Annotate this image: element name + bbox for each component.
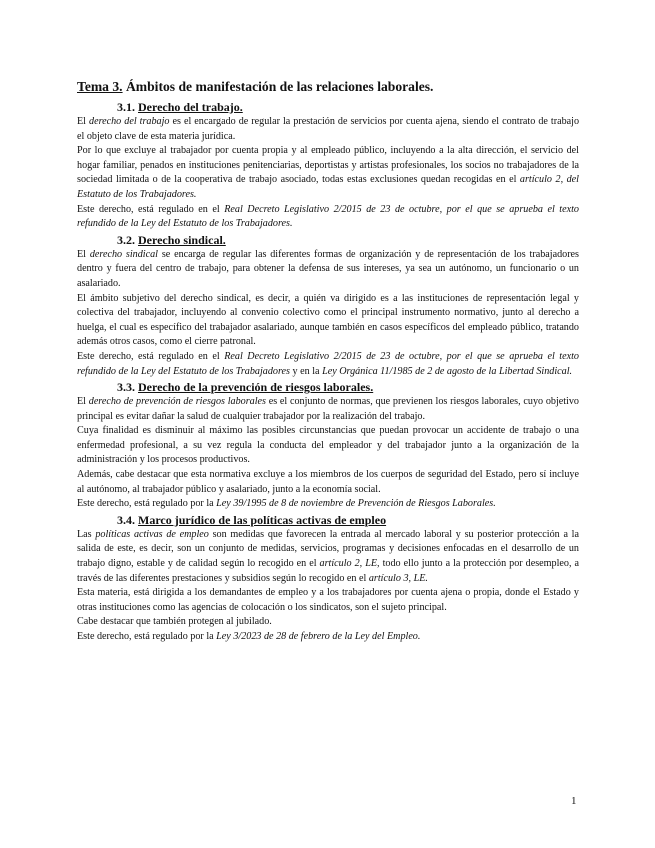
section-title: Derecho de la prevención de riesgos laborales. xyxy=(138,380,374,395)
paragraph-text: y en la xyxy=(290,365,323,377)
body-paragraph xyxy=(77,586,579,615)
section-number: 3.2. xyxy=(117,232,135,247)
paragraph-text: Además, cabe destacar que esta normativa excluye a los miembros de los cuerpos de seguridad del Estado, pero sí incluye al autónomo, al trabajador público y asalariado, junto a la economía social. xyxy=(77,469,579,495)
section-number: 3.1. xyxy=(117,100,135,114)
title-prefix: Tema 3. xyxy=(77,79,123,94)
paragraph-text: es el encargado de regular la prestación de servicios por cuenta ajena, siendo el contrato de trabajo el objeto clave de esta materia jurídica. xyxy=(77,116,580,142)
section-heading xyxy=(77,232,579,248)
legal-reference-text: artículo 2, del Estatuto de los Trabajadores. xyxy=(77,174,579,200)
title-text: Ámbitos de manifestación de las relaciones laborales. xyxy=(122,79,434,94)
paragraph-text: Por lo que excluye al trabajador por cuenta propia y al empleado público, incluyendo a la alta dirección, el servicio del hogar familiar, penados en instituciones penitenciarias, deportistas y artistas profesionales, los socios no trabajadores de la sociedad limitada o de la cooperativa de trabajo asociado, todas estas exclusiones quedan recogidas en el xyxy=(77,145,579,186)
paragraph-text: Cuya finalidad es disminuir al máximo las posibles circunstancias que puedan provocar un accidente de trabajo o una enfermedad profesional, a su vez regula la conducta del empleador y del trabajador junto a la organización de la administración y los procesos productivos. xyxy=(77,425,579,466)
paragraph-text: son medidas que favorecen la entrada al mercado laboral y su posterior protección a la salida de este, es decir, son un conjunto de medidas, servicios, programas y decisiones enfocadas en el desarrollo de un trabajo digno, estable y de calidad según lo recogido en el xyxy=(77,528,579,570)
paragraph-text: es el conjunto de normas, que previenen los riesgos laborales, cuyo objetivo principal es evitar dañar la salud de cualquier trabajador por la realización del trabajo. xyxy=(77,396,579,422)
section-number: 3.3. xyxy=(117,380,135,395)
paragraph-text: Cabe destacar que también protegen al jubilado. xyxy=(77,616,272,628)
legal-reference-text: Real Decreto Legislativo 2/2015 de 23 de octubre, por el que se aprueba el texto refundido de la Ley del Estatuto de los Trabajadores. xyxy=(77,203,579,230)
paragraph-text: Este derecho, está regulado por la xyxy=(77,631,217,642)
legal-reference-text: Ley Orgánica 11/1985 de 2 de agosto de la Libertad Sindical. xyxy=(322,365,573,377)
paragraph-text: Este derecho, está regulado por la xyxy=(77,498,217,510)
section-heading xyxy=(77,99,579,115)
paragraph-text: El ámbito subjetivo del derecho sindical, es decir, a quién va dirigido es a las instituciones de representación legal y colectiva del trabajador, incluyendo al convenio colectivo como el principal instrumento normativo, junto al derecho a huelga, el cual es específico del trabajador asalariado, aunque también en casos específicos del empleado público, tratando además otros casos, como el cierre patronal. xyxy=(77,292,579,348)
section-title: Derecho sindical. xyxy=(138,232,226,247)
legal-reference-text: derecho sindical xyxy=(89,248,158,260)
section-heading xyxy=(77,512,579,528)
body-paragraph xyxy=(77,248,579,292)
section-number: 3.4. xyxy=(117,512,135,527)
body-paragraph xyxy=(77,292,579,350)
legal-reference-text: Real Decreto Legislativo 2/2015 de 23 de octubre, por el que se aprueba el texto refundido de la Ley del Estatuto de los Trabajadores xyxy=(77,350,579,377)
body-paragraph xyxy=(77,528,579,586)
legal-reference-text: derecho del trabajo xyxy=(89,116,170,127)
body-paragraph xyxy=(77,497,579,512)
page-title xyxy=(77,78,579,96)
paragraph-text: Las xyxy=(77,528,96,540)
paragraph-text: El xyxy=(77,116,90,127)
paragraph-text: se encarga de regular las diferentes formas de organización y de representación de los trabajadores dentro y fuera del centro de trabajo, para obtener la defensa de sus intereses, ya sea un autónomo, un funcionario o un asalariado. xyxy=(77,248,579,289)
body-paragraph xyxy=(77,630,579,645)
body-paragraph xyxy=(77,615,579,630)
paragraph-text: Este derecho, está regulado en el xyxy=(77,203,225,215)
paragraph-text: El xyxy=(77,396,89,408)
section-title: Derecho del trabajo. xyxy=(138,100,243,114)
body-paragraph xyxy=(77,395,579,424)
body-paragraph xyxy=(77,144,579,202)
page-content xyxy=(77,78,579,645)
paragraph-text: todo ello junto a la protección por desempleo, a través de las diferentes prestaciones y subsidios según lo recogido en el xyxy=(77,558,579,584)
legal-reference-text: artículo 2, LE, xyxy=(319,558,380,570)
legal-reference-text: derecho de prevención de riesgos laborales xyxy=(88,396,266,408)
section-heading xyxy=(77,379,579,395)
body-paragraph xyxy=(77,203,579,232)
paragraph-text: Este derecho, está regulado en el xyxy=(77,350,225,362)
legal-reference-text: políticas activas de empleo xyxy=(95,528,209,540)
sections-container xyxy=(77,99,579,645)
legal-reference-text: Ley 39/1995 de 8 de noviembre de Prevención de Riesgos Laborales. xyxy=(216,498,496,510)
page-number: 1 xyxy=(571,795,577,807)
paragraph-text: Esta materia, está dirigida a los demandantes de empleo y a los trabajadores por cuenta ajena o propia, donde el Estado y otras instituciones como las agencias de colocación o los sindicatos, son el sujeto principal. xyxy=(77,587,579,613)
section-title: Marco jurídico de las políticas activas de empleo xyxy=(138,512,387,527)
body-paragraph xyxy=(77,468,579,497)
body-paragraph xyxy=(77,424,579,468)
legal-reference-text: Ley 3/2023 de 28 de febrero de la Ley del Empleo. xyxy=(216,631,421,642)
paragraph-text: El xyxy=(77,248,90,260)
body-paragraph xyxy=(77,115,579,144)
body-paragraph xyxy=(77,350,579,379)
legal-reference-text: artículo 3, LE. xyxy=(368,572,428,584)
